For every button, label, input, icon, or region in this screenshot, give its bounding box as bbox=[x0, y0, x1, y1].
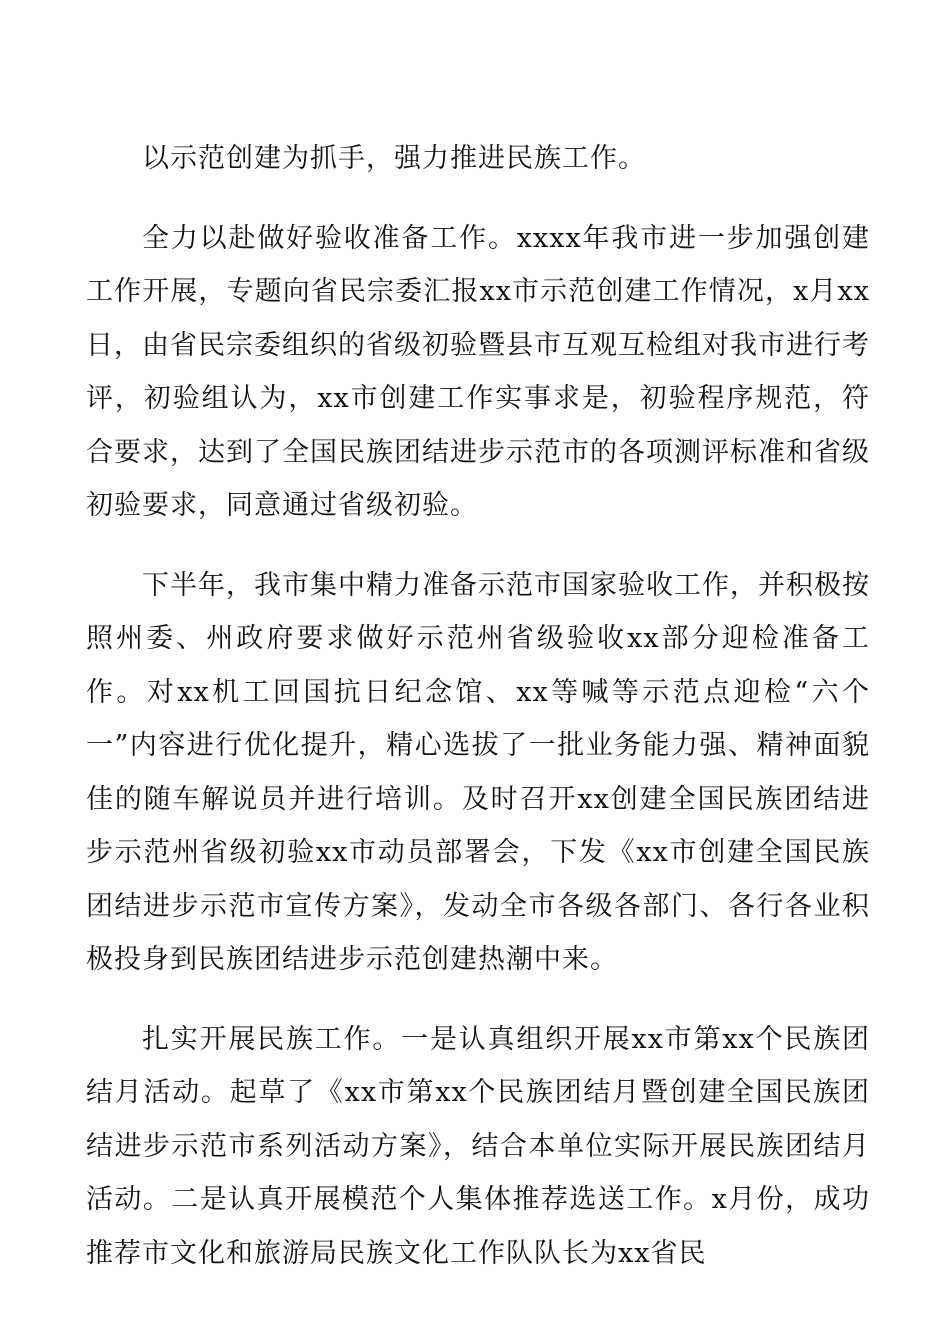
paragraph-second-half-year: 下半年，我市集中精力准备示范市国家验收工作，并积极按照州委、州政府要求做好示范州省级验收xx部分迎检准备工作。对xx机工回国抗日纪念馆、xx等喊等示范点迎检“六个一”内容进行优化提升，精心选拔了一批业务能力强、精神面貌佳的随车解说员并进行培训。及时召开xx创建全国民族团结进步示范州省级初验xx市动员部署会，下发《xx市创建全国民族团结进步示范市宣传方案》，发动全市各级各部门、各行各业积极投身到民族团结进步示范创建热潮中来。 bbox=[86, 569, 870, 975]
document-body bbox=[86, 132, 870, 1306]
paragraph-ethnic-work: 扎实开展民族工作。一是认真组织开展xx市第xx个民族团结月活动。起草了《xx市第xx个民族团结月暨创建全国民族团结进步示范市系列活动方案》，结合本单位实际开展民族团结月活动。二是认真开展模范个人集体推荐选送工作。x月份，成功推荐市文化和旅游局民族文化工作队队长为xx省民 bbox=[86, 1023, 870, 1269]
paragraph-acceptance-preparation: 全力以赴做好验收准备工作。xxxx年我市进一步加强创建工作开展，专题向省民宗委汇报xx市示范创建工作情况，x月xx日，由省民宗委组织的省级初验暨县市互观互检组对我市进行考评，初验组认为，xx市创建工作实事求是，初验程序规范，符合要求，达到了全国民族团结进步示范市的各项测评标准和省级初验要求，同意通过省级初验。 bbox=[86, 222, 870, 521]
paragraph-section-heading: 以示范创建为抓手，强力推进民族工作。 bbox=[142, 143, 646, 174]
